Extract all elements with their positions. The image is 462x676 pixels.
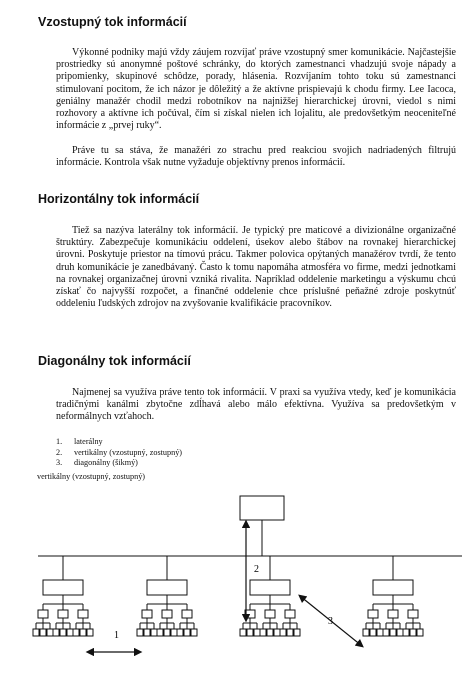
leaf-unit-box [87, 629, 93, 636]
leaf-unit-box [67, 629, 73, 636]
leaf-unit-box [157, 629, 163, 636]
list-item: 3. diagonálny (šikmý) [56, 458, 138, 467]
leaf-unit-box [287, 629, 293, 636]
sub-unit-box [78, 610, 88, 618]
leaf-unit-box [260, 629, 266, 636]
leaf-unit-box [280, 629, 286, 636]
arrow-label-1: 1 [114, 630, 119, 641]
leaf-unit-box [73, 629, 79, 636]
leaf-unit-box [240, 629, 246, 636]
paragraph-diagonalny: Najmenej sa využíva práve tento tok informácií. V praxi sa využíva vtedy, keď je komunikácia tradičnými kanálmi zbytočne zdĺhavá alebo málo efektívna. Využíva sa predovšetkým v neformálnych vzťahoch. [56, 387, 456, 423]
leaf-unit-box [383, 629, 389, 636]
unit-box [147, 580, 187, 595]
paragraph-horizontalny: Tiež sa nazýva laterálny tok informácií. Je typický pre maticové a divizionálne organizačné štruktúry. Zabezpečuje komunikáciu oddelení, úsekov alebo štábov na rovnakej hierarchickej úrovni. Poskytuje priestor na tímovú prácu. Takmer polovica opýtaných manažérov tvrdí, že tento druh komunikácie je zanedbávaný. Často k tomu napomáha atmosféra vo firme, medzi jednotkami na rovnakej organizačnej úrovni vzniká rivalita. Napríklad oddelenie marketingu a výskumu chcú získať čo najvyšší rozpočet, a finančné oddelenie chce príslušné peňažné zdroje poskytnúť oddeleniu ľudských zdrojov na zvyšovanie kvalifikácie pracovníkov. [56, 225, 456, 310]
leaf-unit-box [177, 629, 183, 636]
leaf-unit-box [40, 629, 46, 636]
leaf-unit-box [267, 629, 273, 636]
sub-unit-box [285, 610, 295, 618]
leaf-unit-box [370, 629, 376, 636]
leaf-unit-box [377, 629, 383, 636]
list-item: 2. vertikálny (vzostupný, zostupný) [56, 447, 183, 457]
leaf-unit-box [171, 629, 177, 636]
sub-unit-box [38, 610, 48, 618]
leaf-unit-box [247, 629, 253, 636]
sub-unit-box [142, 610, 152, 618]
leaf-unit-box [417, 629, 423, 636]
sub-unit-box [182, 610, 192, 618]
leaf-unit-box [80, 629, 86, 636]
leaf-unit-box [191, 629, 197, 636]
leaf-unit-box [47, 629, 53, 636]
top-unit-box [240, 496, 284, 520]
unit-box [373, 580, 413, 595]
leaf-unit-box [144, 629, 150, 636]
leaf-unit-box [164, 629, 170, 636]
leaf-unit-box [403, 629, 409, 636]
unit-box [250, 580, 290, 595]
sub-unit-box [388, 610, 398, 618]
paragraph-vzostupny: Výkonné podniky majú vždy záujem rozvíjať práve vzostupný smer komunikácie. Najčastejšie prostriedky sú anonymné poštové schránky, do ktorých zamestnanci vhadzujú svoje nápady a pripomienky, skupinové schôdze, porady, hlásenia. Rozvíjaním tohto toku sú zamestnanci stimulovaní pocitom, že ich názor je dôležitý a že aktívne prispievajú k chodu firmy. Lee Iacoca, geniálny manažér chodil medzi robotníkov na najnižšej hierarchickej úrovni, viedol s nimi rozhovory a aktívne ich počúval, čím si získal nielen ich lojalitu, ale predovšetkým neoceniteľné informácie z „prvej ruky“. [56, 47, 456, 132]
leaf-unit-box [33, 629, 39, 636]
leaf-unit-box [390, 629, 396, 636]
leaf-unit-box [184, 629, 190, 636]
leaf-unit-box [53, 629, 59, 636]
leaf-unit-box [410, 629, 416, 636]
sub-unit-box [408, 610, 418, 618]
leaf-unit-box [137, 629, 143, 636]
leaf-unit-box [397, 629, 403, 636]
leaf-unit-box [274, 629, 280, 636]
leaf-unit-box [254, 629, 260, 636]
sub-unit-box [368, 610, 378, 618]
sub-unit-box [162, 610, 172, 618]
leaf-unit-box [363, 629, 369, 636]
leaf-unit-box [151, 629, 157, 636]
paragraph-vzostupny-2: Práve tu sa stáva, že manažéri zo strachu pred reakciou svojich nadriadených filtrujú informácie. Kontrola však nutne vyžaduje objektívny prenos informácií. [56, 145, 456, 169]
heading-vzostupny: Vzostupný tok informácií [38, 15, 187, 29]
heading-horizontalny: Horizontálny tok informácií [38, 192, 200, 206]
arrow-label-2: 2 [254, 564, 259, 575]
leaf-unit-box [294, 629, 300, 636]
sub-unit-box [58, 610, 68, 618]
sub-unit-box [265, 610, 275, 618]
heading-diagonalny: Diagonálny tok informácií [38, 354, 191, 368]
unit-box [43, 580, 83, 595]
leaf-unit-box [60, 629, 66, 636]
list-item: 1. laterálny [56, 437, 103, 446]
diagram-caption: vertikálny (vzostupný, zostupný) [37, 472, 146, 481]
arrow-label-3: 3 [328, 616, 333, 627]
